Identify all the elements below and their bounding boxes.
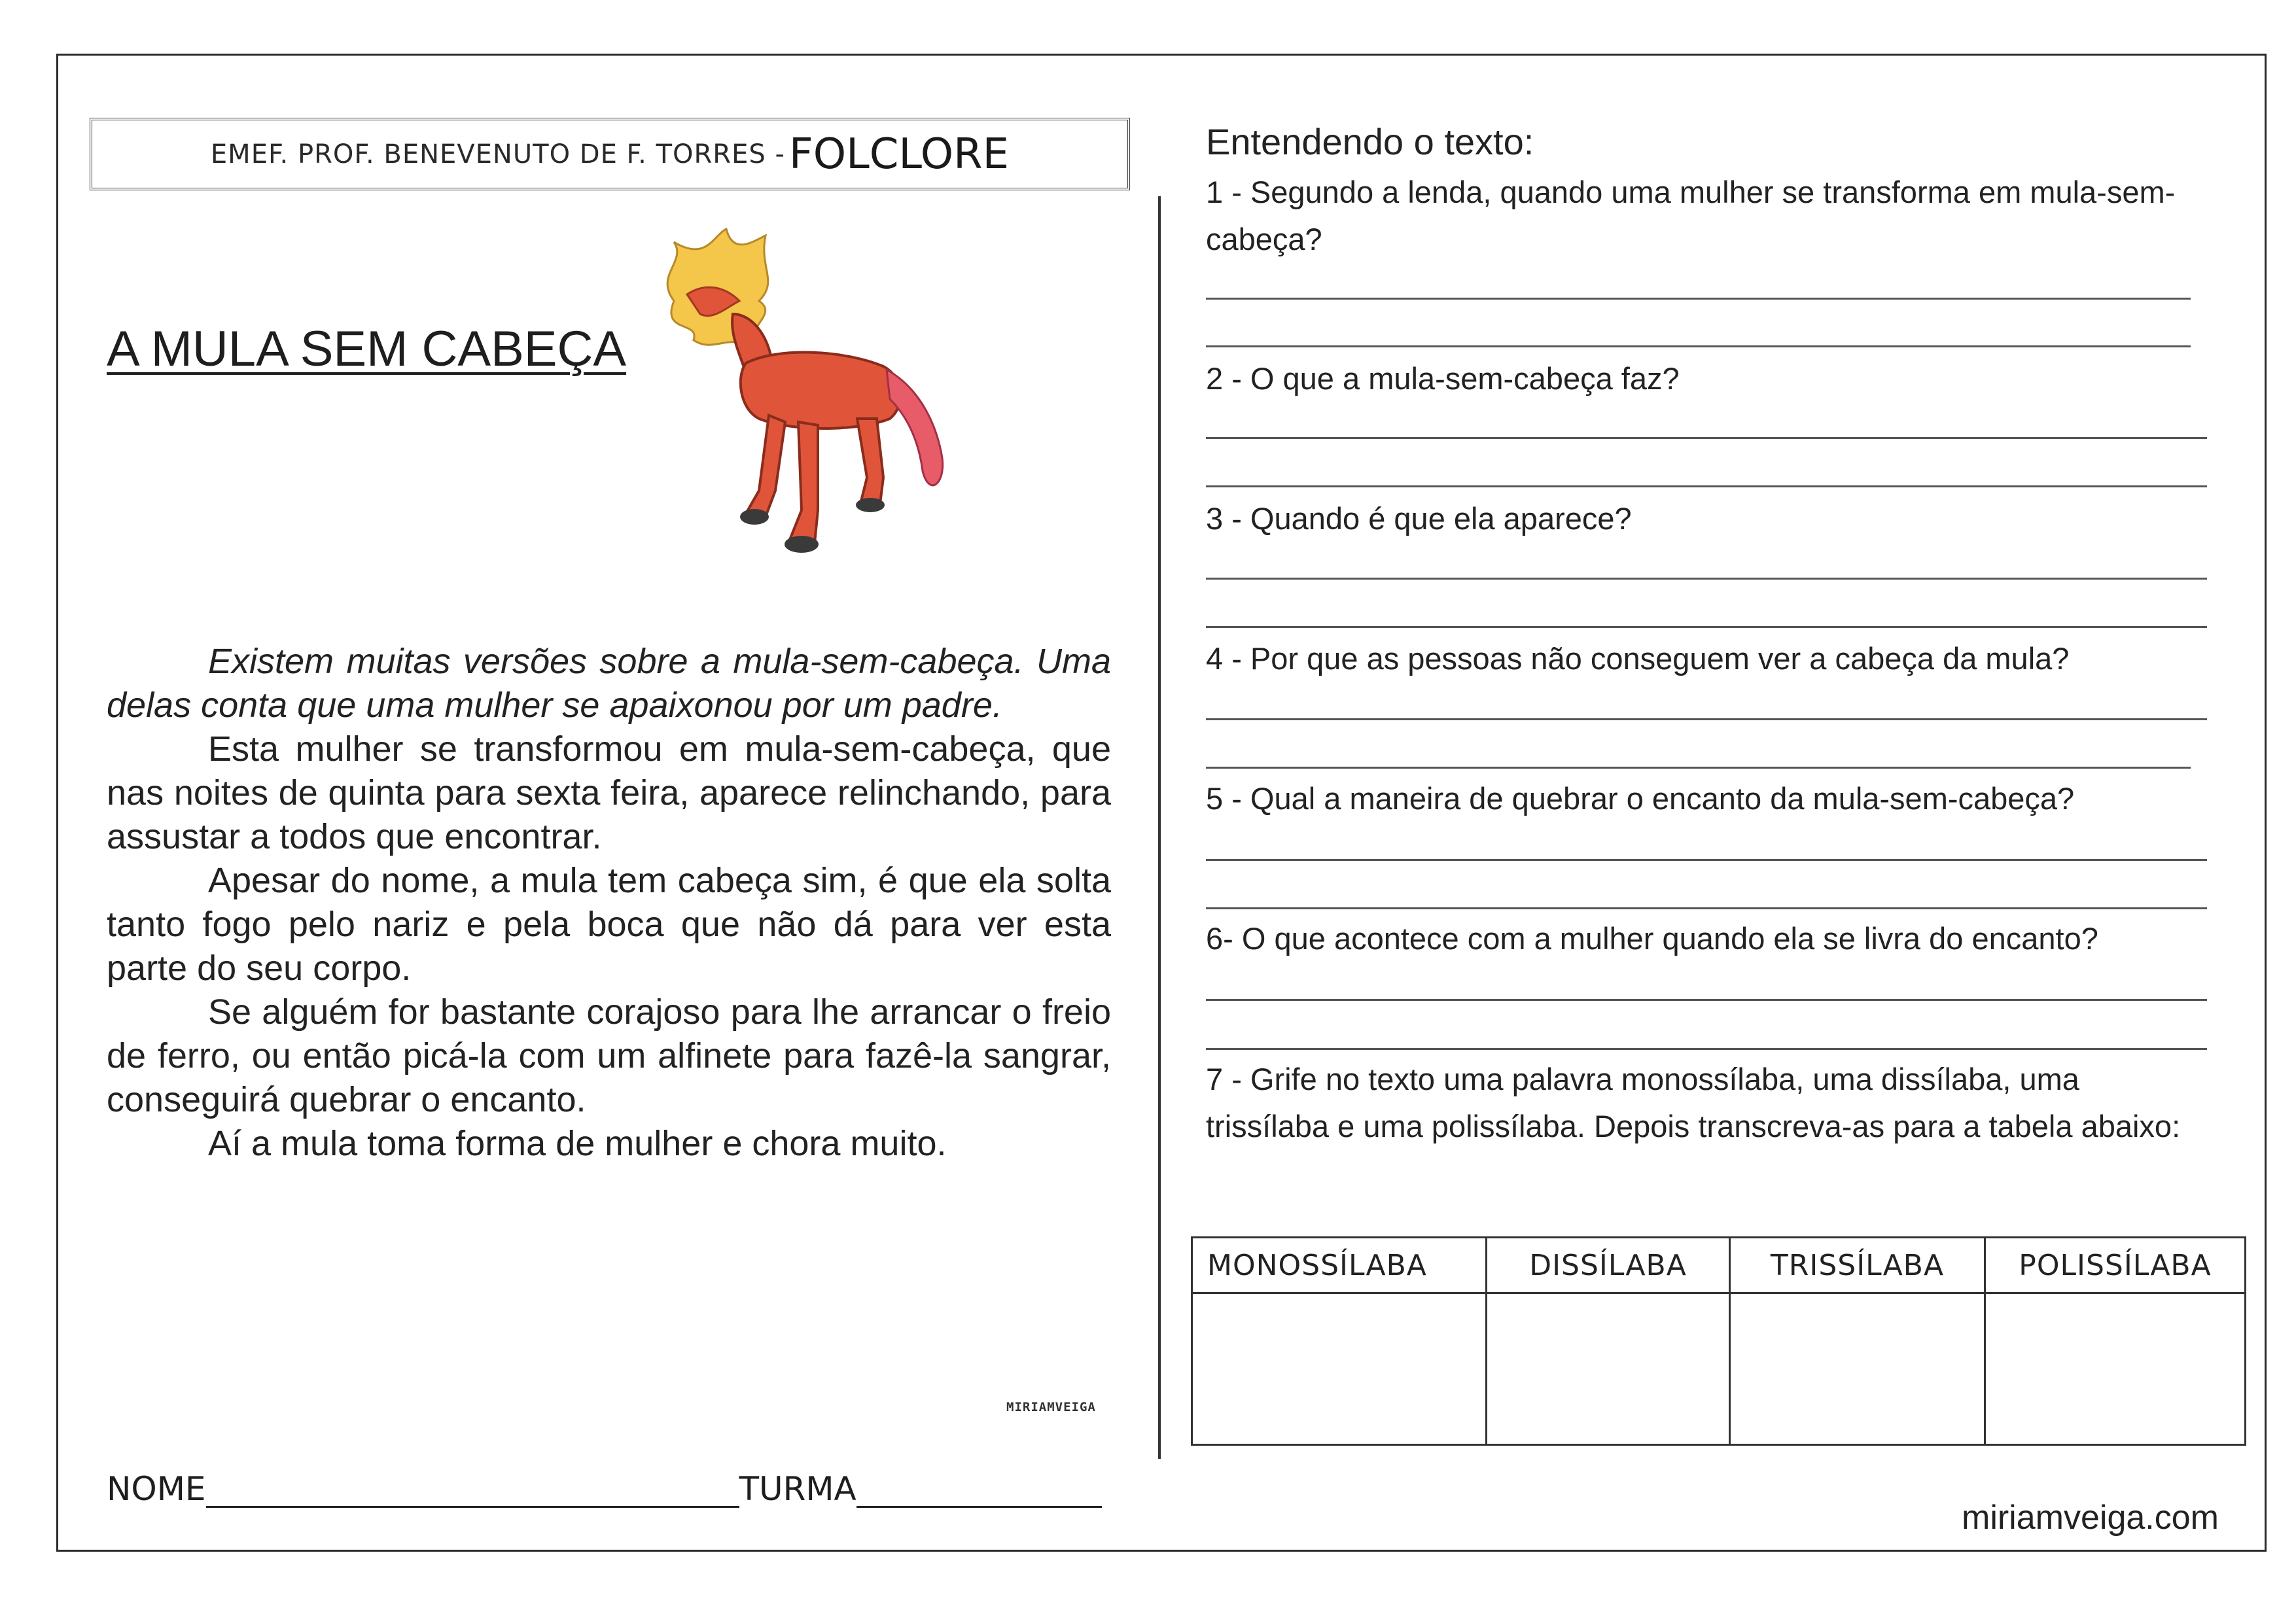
answer-line[interactable] xyxy=(1206,1048,2207,1050)
question-6: 6- O que acontece com a mulher quando ela se livra do encanto? xyxy=(1206,921,2098,956)
question-1: 1 - Segundo a lenda, quando uma mulher se transforma em mula-sem-cabeça? xyxy=(1206,175,2176,256)
class-label: TURMA xyxy=(739,1470,857,1508)
author-signature: MIRIAMVEIGA xyxy=(1006,1400,1096,1414)
answer-line[interactable] xyxy=(1206,437,2207,439)
name-field[interactable] xyxy=(206,1477,739,1508)
column-divider xyxy=(1158,196,1161,1459)
question-3: 3 - Quando é que ela aparece? xyxy=(1206,501,1632,536)
questions-heading: Entendendo o texto: xyxy=(1206,121,1534,162)
mule-illustration xyxy=(648,222,955,563)
answer-line[interactable] xyxy=(1206,626,2207,628)
table-cell[interactable] xyxy=(1192,1293,1487,1445)
story-text xyxy=(107,640,1111,1166)
answer-line[interactable] xyxy=(1206,999,2207,1001)
answer-line[interactable] xyxy=(1206,578,2207,580)
answer-line[interactable] xyxy=(1206,907,2207,909)
answer-line[interactable] xyxy=(1206,345,2191,347)
theme-title: FOLCLORE xyxy=(788,130,1010,179)
answer-line[interactable] xyxy=(1206,718,2207,720)
answer-line[interactable] xyxy=(1206,859,2207,861)
answer-line[interactable] xyxy=(1206,485,2207,487)
story-title: A MULA SEM CABEÇA xyxy=(107,321,627,377)
question-2: 2 - O que a mula-sem-cabeça faz? xyxy=(1206,361,1680,396)
student-info-row xyxy=(107,1469,1111,1508)
school-name: EMEF. PROF. BENEVENUTO DE F. TORRES - xyxy=(210,139,785,169)
table-header: POLISSÍLABA xyxy=(1985,1238,2246,1293)
story-paragraph: Esta mulher se transformou em mula-sem-cabeça, que nas noites de quinta para sexta feira, aparece relinchando, para assustar a todos que encontrar. xyxy=(107,729,1111,856)
table-header: TRISSÍLABA xyxy=(1730,1238,1985,1293)
question-7: 7 - Grife no texto uma palavra monossílaba, uma dissílaba, uma trissílaba e uma polissílaba. Depois transcreva-as para a tabela abaixo: xyxy=(1206,1062,2181,1143)
table-header-row xyxy=(1192,1238,2246,1293)
table-header: MONOSSÍLABA xyxy=(1192,1238,1487,1293)
story-paragraph: Se alguém for bastante corajoso para lhe arrancar o freio de ferro, ou então picá-la com um alfinete para fazê-la sangrar, conseguirá quebrar o encanto. xyxy=(107,992,1111,1119)
story-paragraph: Existem muitas versões sobre a mula-sem-cabeça. Uma delas conta que uma mulher se apaixonou por um padre. xyxy=(107,642,1111,725)
name-label: NOME xyxy=(107,1470,206,1508)
story-paragraph: Apesar do nome, a mula tem cabeça sim, é que ela solta tanto fogo pelo nariz e pela boca que não dá para ver esta parte do seu corpo. xyxy=(107,861,1111,988)
table-cell[interactable] xyxy=(1487,1293,1730,1445)
question-5: 5 - Qual a maneira de quebrar o encanto da mula-sem-cabeça? xyxy=(1206,781,2075,816)
table-header: DISSÍLABA xyxy=(1487,1238,1730,1293)
syllable-table xyxy=(1191,1236,2246,1446)
class-field[interactable] xyxy=(857,1477,1102,1508)
table-row xyxy=(1192,1293,2246,1445)
question-4: 4 - Por que as pessoas não conseguem ver a cabeça da mula? xyxy=(1206,641,2070,676)
website-footer: miriamveiga.com xyxy=(1962,1499,2219,1537)
table-cell[interactable] xyxy=(1985,1293,2246,1445)
table-cell[interactable] xyxy=(1730,1293,1985,1445)
answer-line[interactable] xyxy=(1206,298,2191,300)
answer-line[interactable] xyxy=(1206,767,2191,769)
story-paragraph: Aí a mula toma forma de mulher e chora muito. xyxy=(208,1124,947,1163)
school-header xyxy=(90,118,1130,190)
